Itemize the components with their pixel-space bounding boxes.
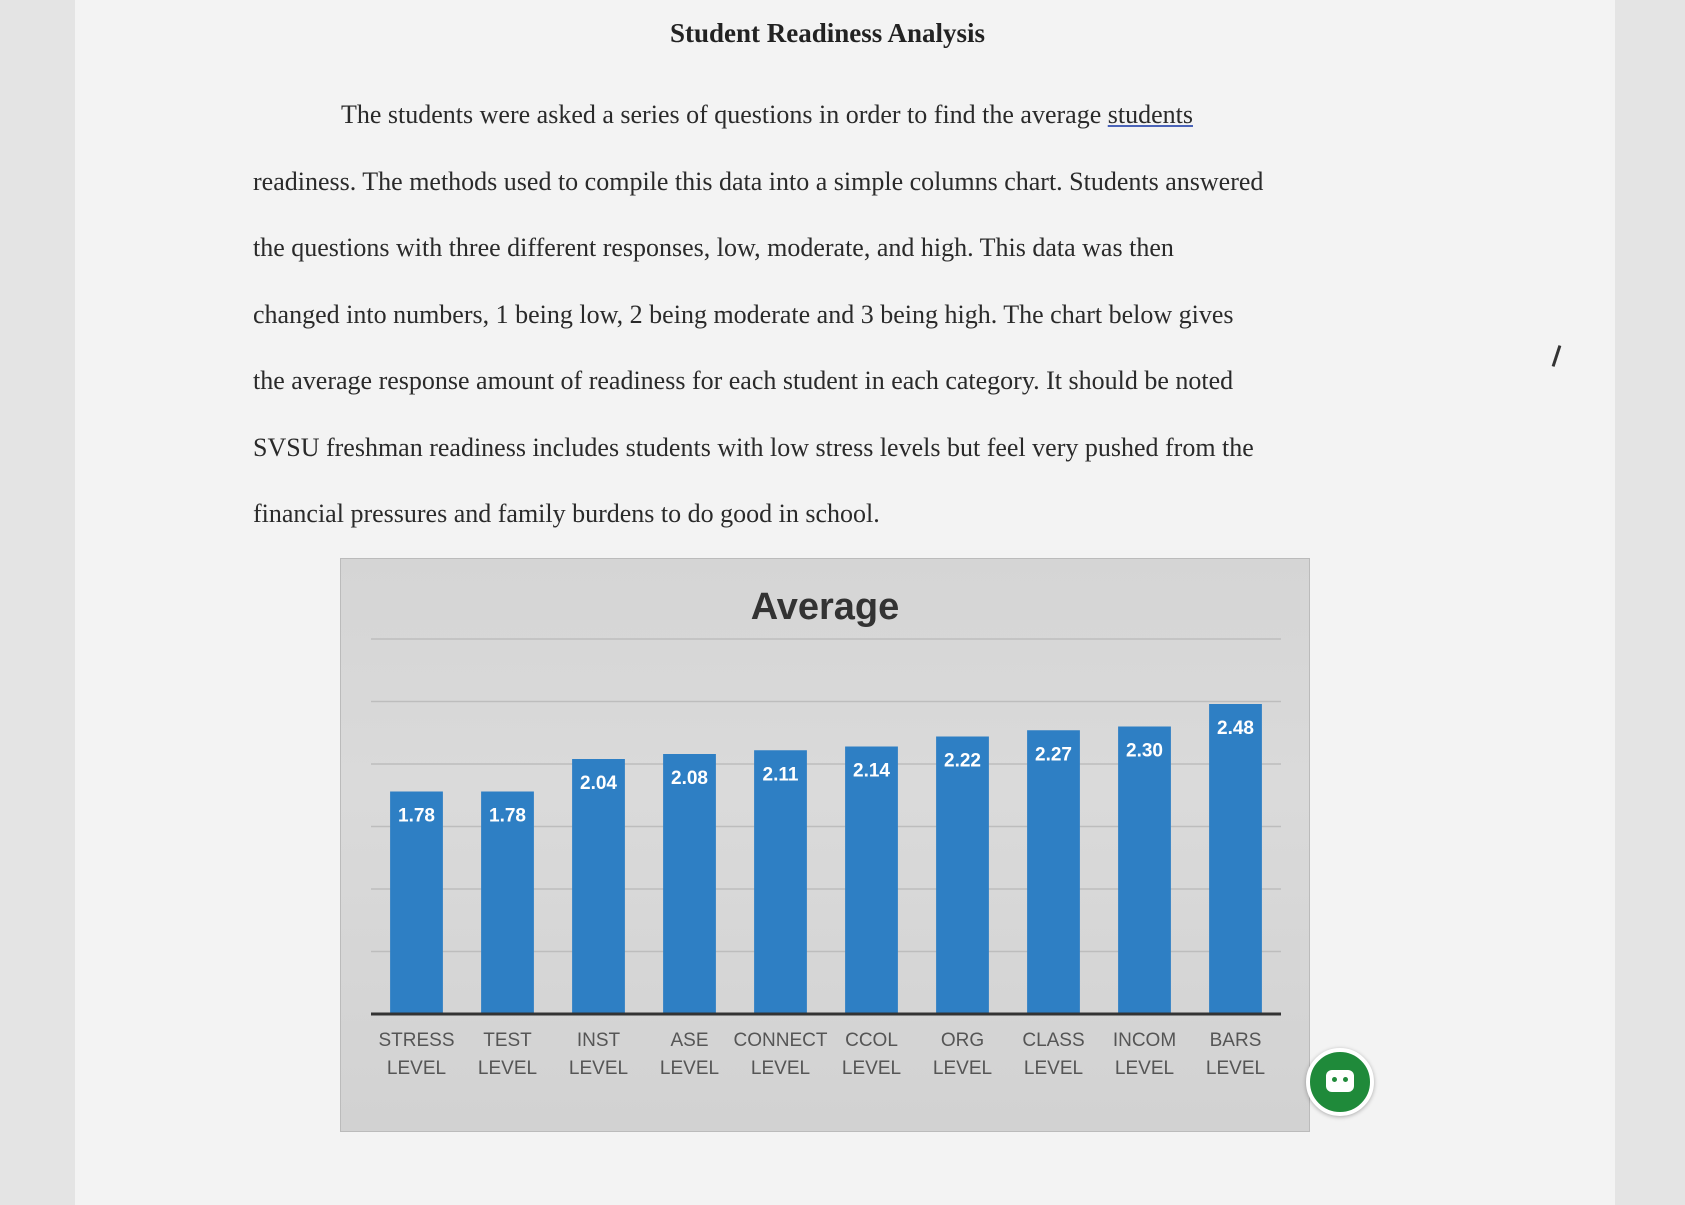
bar-value-label: 2.11 <box>762 764 799 786</box>
spellcheck-underlined-word[interactable]: students <box>1107 100 1193 129</box>
bar-chart <box>341 559 1309 1131</box>
bar-value-label: 1.78 <box>489 805 526 827</box>
bar <box>572 759 625 1014</box>
category-tick-label: LEVEL <box>386 1058 447 1079</box>
bar-value-label: 1.78 <box>398 805 435 827</box>
bar-value-label: 2.22 <box>944 750 981 772</box>
bar <box>1027 730 1080 1014</box>
category-tick-label: LEVEL <box>659 1058 720 1079</box>
bar-value-label: 2.08 <box>671 768 708 789</box>
category-tick-label: LEVEL <box>841 1058 902 1079</box>
paragraph-line: the average response amount of readiness for each student in each category. It should be noted <box>253 366 1234 395</box>
category-tick-label: LEVEL <box>1023 1058 1084 1079</box>
bar <box>936 737 989 1015</box>
category-tick-label: TEST <box>483 1030 532 1051</box>
category-tick-label: CONNECT <box>733 1030 828 1051</box>
category-tick-label: ASE <box>670 1030 709 1051</box>
category-tick-label: LEVEL <box>477 1058 538 1079</box>
paragraph-line: the questions with three different responses, low, moderate, and high. This data was then <box>253 233 1174 262</box>
bar <box>1118 727 1171 1015</box>
category-tick-label: LEVEL <box>1205 1058 1266 1079</box>
assistant-badge-icon[interactable] <box>1306 1048 1374 1116</box>
bar <box>754 750 807 1014</box>
body-paragraph <box>253 82 1453 548</box>
category-tick-label: ORG <box>940 1030 985 1051</box>
bar <box>845 747 898 1015</box>
paragraph-line: SVSU freshman readiness includes students with low stress levels but feel very pushed from the <box>253 432 1254 462</box>
bar-value-label: 2.48 <box>1217 718 1254 739</box>
category-tick-label: LEVEL <box>568 1058 629 1079</box>
category-tick-label: LEVEL <box>1114 1058 1175 1079</box>
paragraph-line: readiness. The methods used to compile this data into a simple columns chart. Students answered <box>253 166 1264 196</box>
category-tick-label: BARS <box>1209 1030 1262 1051</box>
document-title: Student Readiness Analysis <box>669 18 986 48</box>
category-tick-label: LEVEL <box>750 1058 811 1079</box>
bar <box>663 754 716 1014</box>
embedded-chart[interactable] <box>340 558 1310 1132</box>
robot-face-icon <box>1326 1070 1354 1092</box>
robot-eye-icon <box>1343 1077 1348 1082</box>
bar-value-label: 2.04 <box>580 773 617 794</box>
paragraph-line: The students were asked a series of questions in order to find the average students <box>341 100 1193 129</box>
bar <box>1209 704 1262 1014</box>
robot-eye-icon <box>1332 1077 1337 1082</box>
category-tick-label: INCOM <box>1112 1030 1177 1051</box>
chart-title: Average <box>750 586 900 628</box>
bar-value-label: 2.30 <box>1126 740 1163 762</box>
category-tick-label: CLASS <box>1022 1030 1085 1051</box>
category-tick-label: INST <box>576 1030 621 1051</box>
paragraph-line: changed into numbers, 1 being low, 2 being moderate and 3 being high. The chart below gives <box>253 299 1234 329</box>
paragraph-line: financial pressures and family burdens to do good in school. <box>253 499 880 528</box>
bar-value-label: 2.14 <box>853 760 890 782</box>
bar-value-label: 2.27 <box>1035 744 1072 766</box>
category-tick-label: STRESS <box>378 1030 455 1051</box>
category-tick-label: CCOL <box>845 1030 898 1051</box>
category-tick-label: LEVEL <box>932 1058 993 1079</box>
